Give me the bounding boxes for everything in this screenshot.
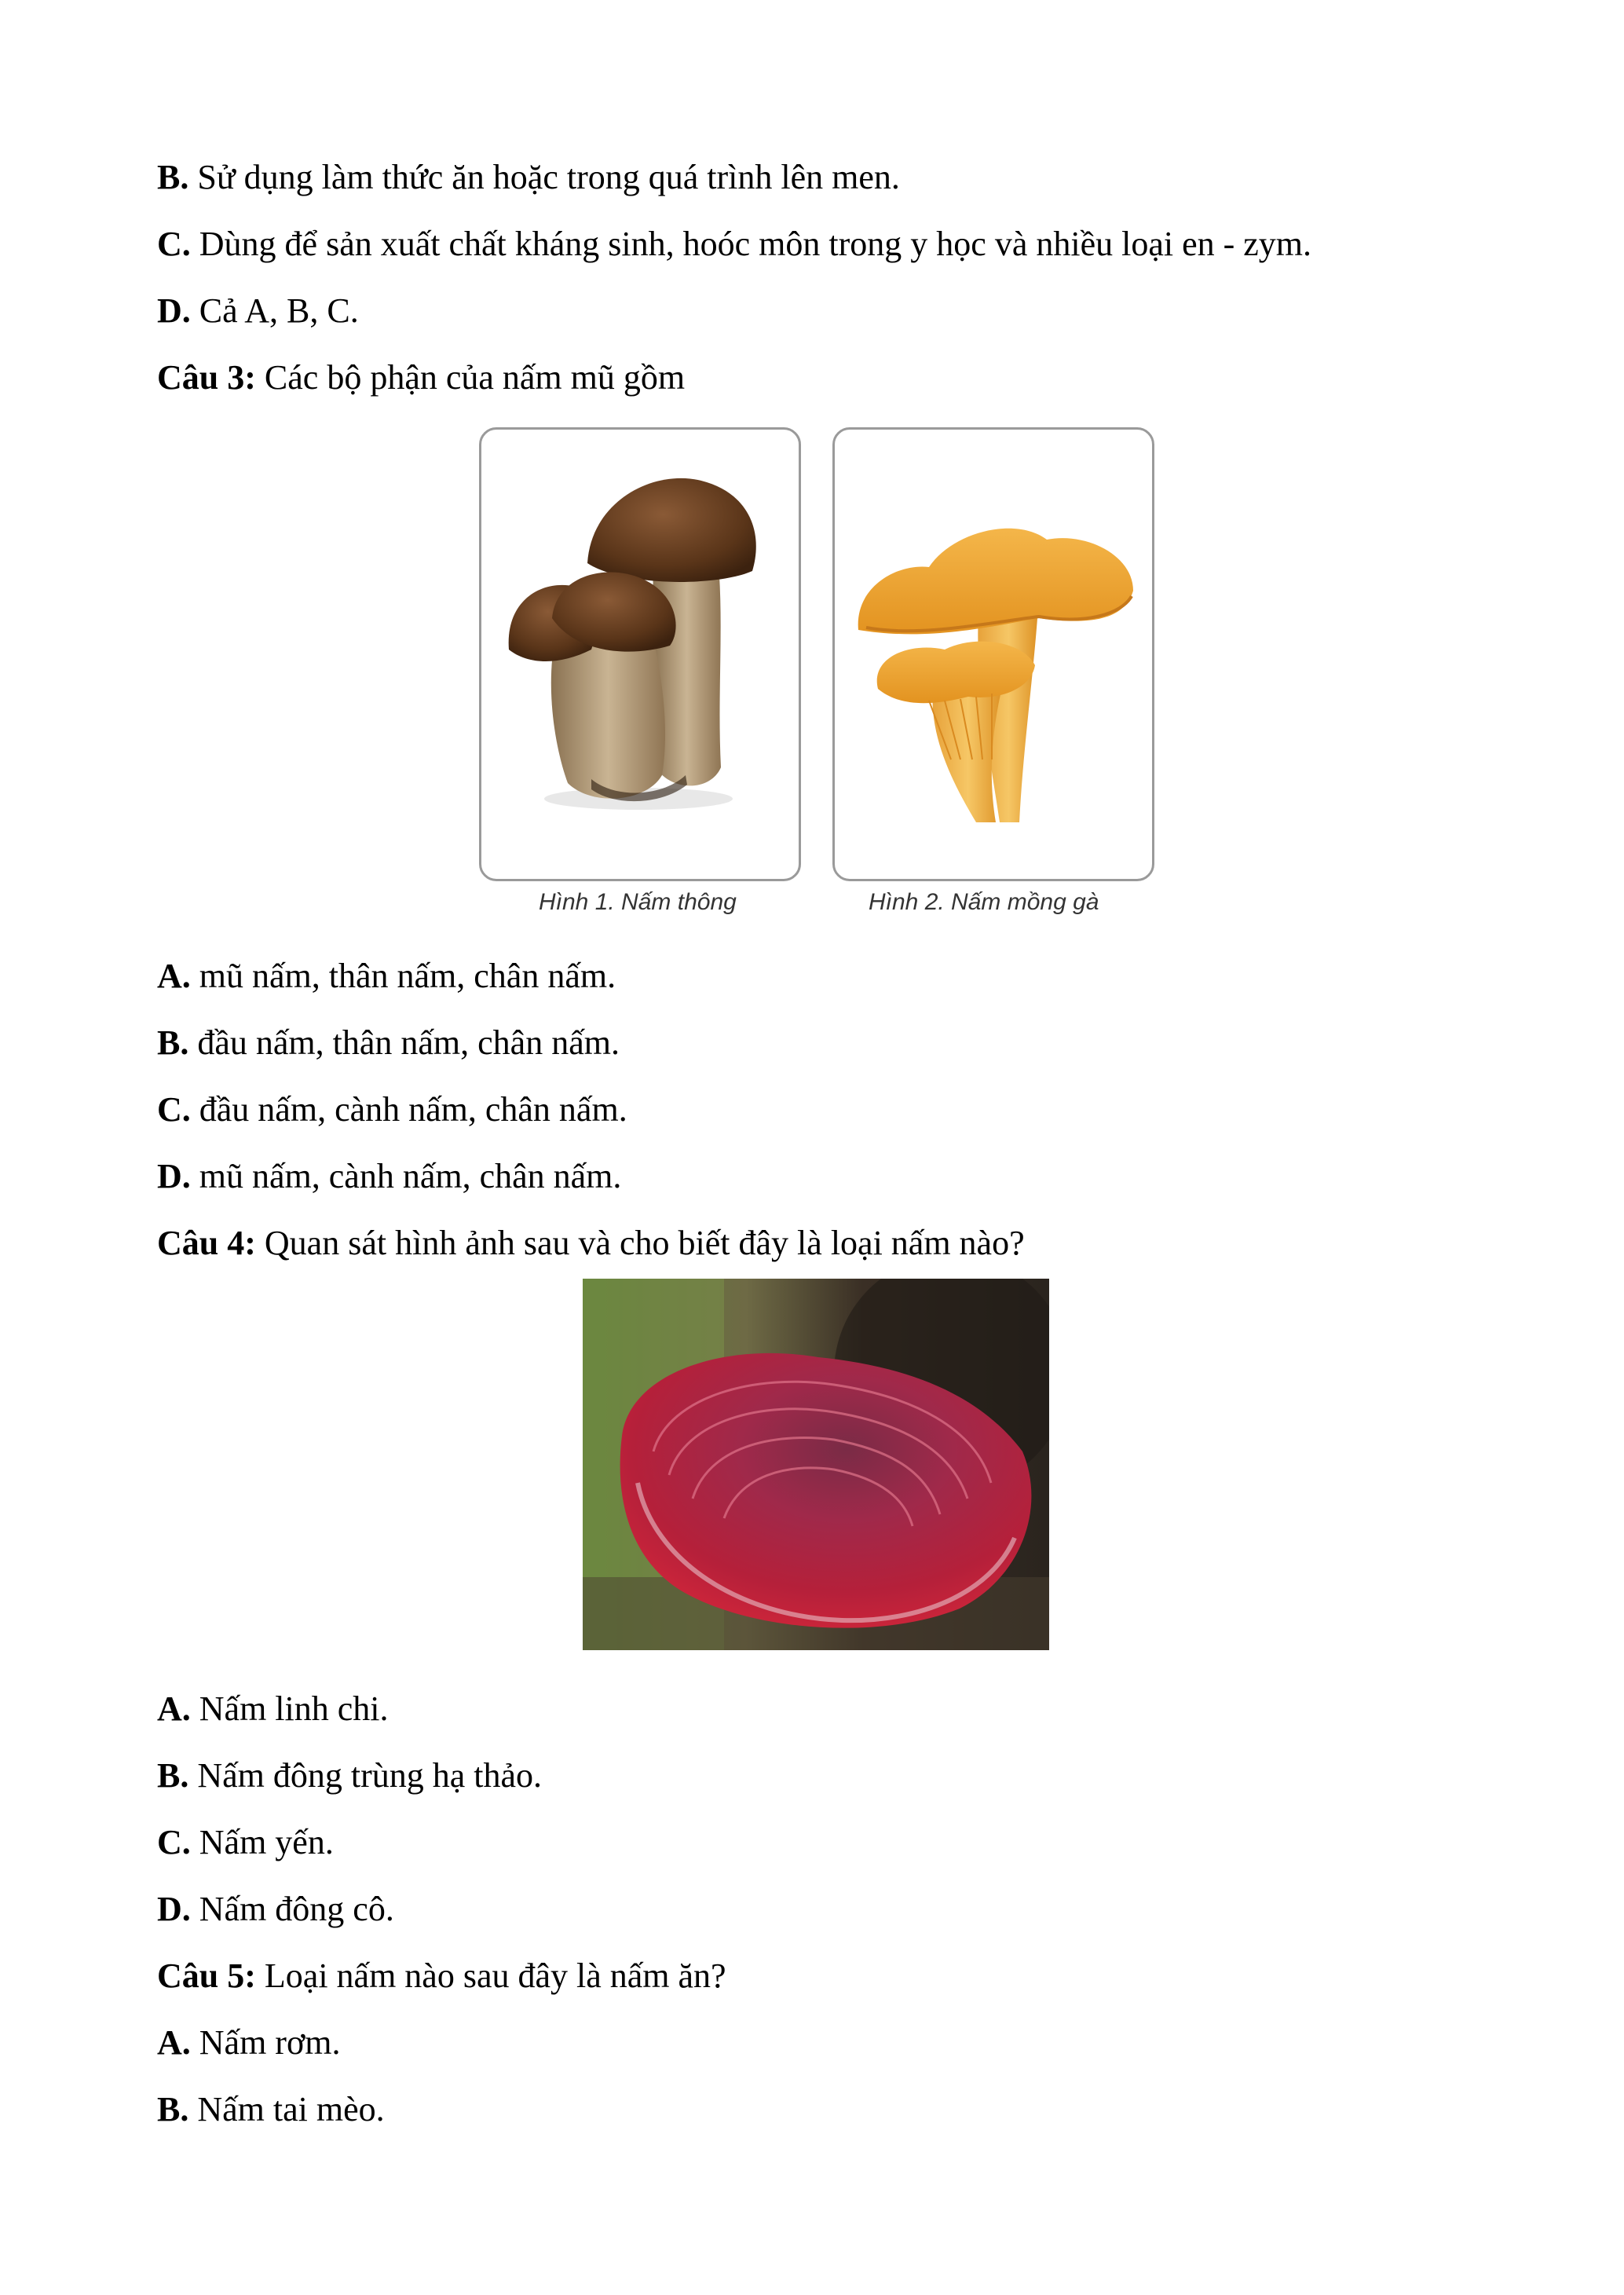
option-text: Sử dụng làm thức ăn hoặc trong quá trình lên men. bbox=[188, 158, 900, 196]
option-text: Dùng để sản xuất chất kháng sinh, hoóc môn trong y học và nhiều loại en - zym. bbox=[190, 225, 1312, 263]
option-text: Nấm rơm. bbox=[190, 2023, 341, 2062]
answer-option-d bbox=[157, 287, 359, 335]
option-label: B. bbox=[157, 1756, 189, 1795]
chanterelle-mushroom-image bbox=[835, 430, 1152, 879]
answer-option-c bbox=[157, 221, 1311, 268]
option-text: Nấm yến. bbox=[190, 1823, 334, 1861]
question-5 bbox=[157, 1953, 726, 2000]
question-text: Quan sát hình ảnh sau và cho biết đây là loại nấm nào? bbox=[255, 1224, 1025, 1262]
porcini-mushroom-image bbox=[481, 430, 799, 879]
answer-option-b bbox=[157, 1019, 620, 1067]
question-label: Câu 3: bbox=[157, 358, 256, 397]
option-text: Nấm đông trùng hạ thảo. bbox=[188, 1756, 543, 1795]
option-label: C. bbox=[157, 1090, 191, 1129]
porcini-panel bbox=[479, 427, 801, 881]
question-3 bbox=[157, 354, 685, 401]
reishi-mushroom-photo bbox=[583, 1279, 1049, 1650]
option-text: Nấm linh chi. bbox=[190, 1689, 389, 1728]
answer-option-c bbox=[157, 1819, 334, 1866]
question-text: Loại nấm nào sau đây là nấm ăn? bbox=[255, 1956, 726, 1995]
question-label: Câu 5: bbox=[157, 1956, 256, 1995]
option-label: B. bbox=[157, 2090, 189, 2128]
option-label: B. bbox=[157, 158, 189, 196]
answer-option-c bbox=[157, 1086, 627, 1133]
option-text: đầu nấm, thân nấm, chân nấm. bbox=[188, 1023, 620, 1062]
answer-option-b bbox=[157, 1752, 542, 1799]
question-4 bbox=[157, 1220, 1025, 1267]
answer-option-b bbox=[157, 154, 900, 201]
option-text: Nấm đông cô. bbox=[190, 1890, 394, 1928]
figure-caption-2: Hình 2. Nấm mồng gà bbox=[869, 889, 1099, 915]
option-text: mũ nấm, thân nấm, chân nấm. bbox=[190, 957, 616, 995]
option-label: D. bbox=[157, 291, 191, 330]
option-label: D. bbox=[157, 1890, 191, 1928]
answer-option-a bbox=[157, 953, 616, 1000]
answer-option-b bbox=[157, 2086, 385, 2133]
option-label: C. bbox=[157, 225, 191, 263]
option-label: A. bbox=[157, 2023, 191, 2062]
option-text: Cả A, B, C. bbox=[190, 291, 359, 330]
figure-caption-1: Hình 1. Nấm thông bbox=[539, 889, 737, 915]
option-label: A. bbox=[157, 1689, 191, 1728]
option-label: D. bbox=[157, 1157, 191, 1195]
option-text: mũ nấm, cành nấm, chân nấm. bbox=[190, 1157, 622, 1195]
answer-option-a bbox=[157, 2019, 340, 2066]
answer-option-a bbox=[157, 1686, 389, 1733]
option-text: đầu nấm, cành nấm, chân nấm. bbox=[190, 1090, 627, 1129]
question-label: Câu 4: bbox=[157, 1224, 256, 1262]
answer-option-d bbox=[157, 1886, 394, 1933]
option-label: C. bbox=[157, 1823, 191, 1861]
option-label: B. bbox=[157, 1023, 189, 1062]
option-text: Nấm tai mèo. bbox=[188, 2090, 385, 2128]
chanterelle-panel bbox=[832, 427, 1154, 881]
option-label: A. bbox=[157, 957, 191, 995]
figure-mushroom-types bbox=[460, 419, 1172, 928]
answer-option-d bbox=[157, 1153, 621, 1200]
question-text: Các bộ phận của nấm mũ gồm bbox=[255, 358, 686, 397]
